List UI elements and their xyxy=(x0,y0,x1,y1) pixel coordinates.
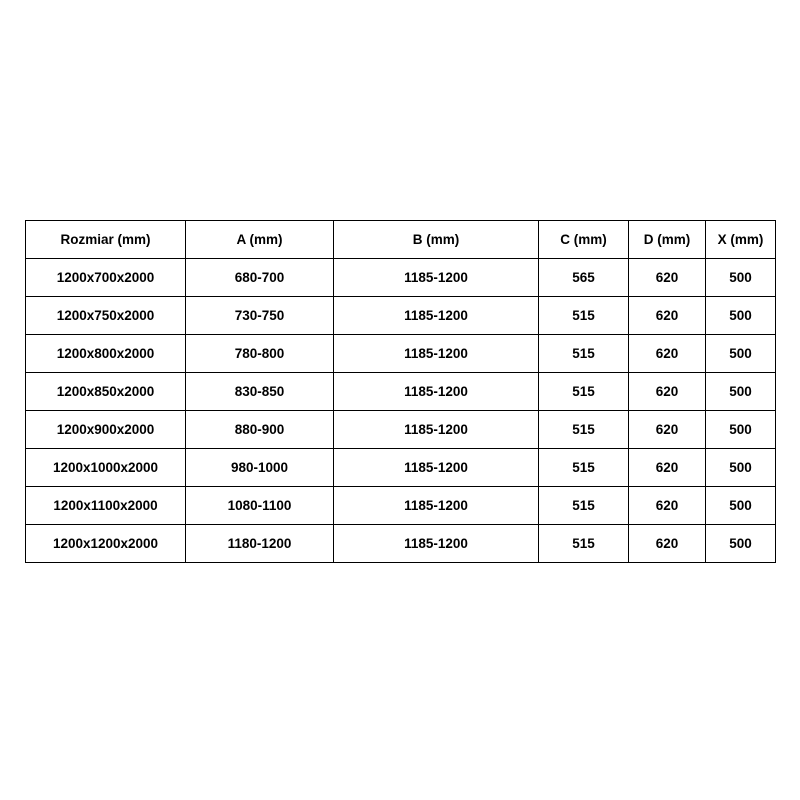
cell-a: 980-1000 xyxy=(186,449,334,487)
cell-c: 515 xyxy=(539,373,629,411)
cell-x: 500 xyxy=(706,297,776,335)
cell-d: 620 xyxy=(629,449,706,487)
cell-c: 565 xyxy=(539,259,629,297)
cell-d: 620 xyxy=(629,411,706,449)
specification-table-container xyxy=(25,220,775,563)
cell-x: 500 xyxy=(706,411,776,449)
column-header-b: B (mm) xyxy=(334,221,539,259)
cell-a: 680-700 xyxy=(186,259,334,297)
cell-size: 1200x800x2000 xyxy=(26,335,186,373)
column-header-size: Rozmiar (mm) xyxy=(26,221,186,259)
cell-c: 515 xyxy=(539,411,629,449)
cell-size: 1200x1100x2000 xyxy=(26,487,186,525)
cell-x: 500 xyxy=(706,373,776,411)
cell-x: 500 xyxy=(706,259,776,297)
cell-d: 620 xyxy=(629,525,706,563)
cell-size: 1200x850x2000 xyxy=(26,373,186,411)
cell-b: 1185-1200 xyxy=(334,449,539,487)
cell-size: 1200x1000x2000 xyxy=(26,449,186,487)
cell-d: 620 xyxy=(629,297,706,335)
cell-b: 1185-1200 xyxy=(334,335,539,373)
cell-d: 620 xyxy=(629,373,706,411)
table-row xyxy=(26,525,776,563)
cell-a: 1180-1200 xyxy=(186,525,334,563)
cell-b: 1185-1200 xyxy=(334,373,539,411)
cell-c: 515 xyxy=(539,525,629,563)
cell-a: 880-900 xyxy=(186,411,334,449)
table-row xyxy=(26,335,776,373)
cell-size: 1200x700x2000 xyxy=(26,259,186,297)
specification-table xyxy=(25,220,776,563)
cell-d: 620 xyxy=(629,487,706,525)
cell-x: 500 xyxy=(706,449,776,487)
column-header-d: D (mm) xyxy=(629,221,706,259)
cell-b: 1185-1200 xyxy=(334,297,539,335)
table-row xyxy=(26,373,776,411)
cell-size: 1200x900x2000 xyxy=(26,411,186,449)
table-header-row xyxy=(26,221,776,259)
cell-b: 1185-1200 xyxy=(334,487,539,525)
cell-a: 830-850 xyxy=(186,373,334,411)
table-row xyxy=(26,411,776,449)
cell-x: 500 xyxy=(706,335,776,373)
cell-b: 1185-1200 xyxy=(334,525,539,563)
column-header-a: A (mm) xyxy=(186,221,334,259)
table-row xyxy=(26,297,776,335)
cell-c: 515 xyxy=(539,487,629,525)
table-row xyxy=(26,487,776,525)
cell-b: 1185-1200 xyxy=(334,259,539,297)
column-header-x: X (mm) xyxy=(706,221,776,259)
table-row xyxy=(26,449,776,487)
cell-c: 515 xyxy=(539,449,629,487)
cell-d: 620 xyxy=(629,335,706,373)
cell-a: 1080-1100 xyxy=(186,487,334,525)
cell-a: 780-800 xyxy=(186,335,334,373)
cell-c: 515 xyxy=(539,335,629,373)
cell-b: 1185-1200 xyxy=(334,411,539,449)
cell-d: 620 xyxy=(629,259,706,297)
cell-a: 730-750 xyxy=(186,297,334,335)
cell-x: 500 xyxy=(706,487,776,525)
cell-size: 1200x1200x2000 xyxy=(26,525,186,563)
table-row xyxy=(26,259,776,297)
cell-size: 1200x750x2000 xyxy=(26,297,186,335)
column-header-c: C (mm) xyxy=(539,221,629,259)
cell-c: 515 xyxy=(539,297,629,335)
cell-x: 500 xyxy=(706,525,776,563)
